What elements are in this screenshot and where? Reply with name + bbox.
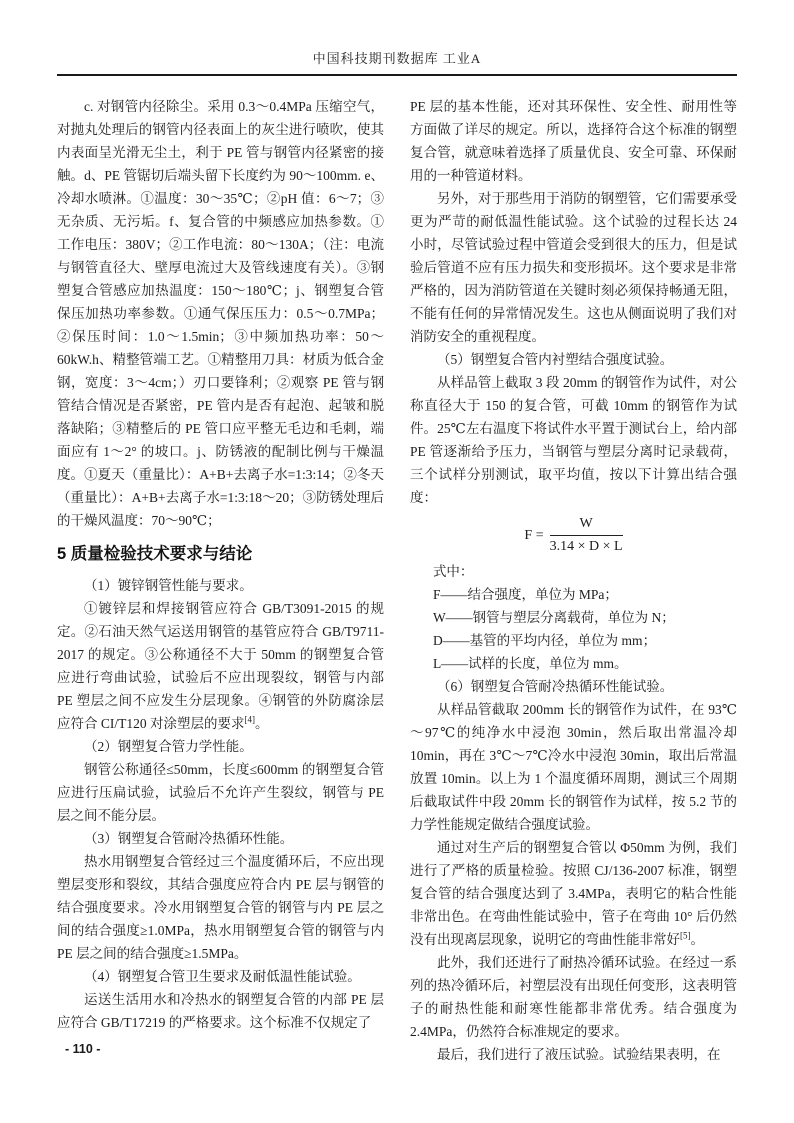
paragraph: c. 对钢管内径除尘。采用 0.3～0.4MPa 压缩空气，对抛丸处理后的钢管内径表面上的灰尘进行喷吹，使其内表面呈光滑无尘土，利于 PE 管与钢管内径紧密的接触。d、PE 管锯切后端头留下长度约为 90～100mm. e、冷却水喷淋。①温度：30～35℃；②pH 值：6～7；③无杂质、无污垢。f、复合管的中频感应加热参数。①工作电压：380V；②工作电流：80～130A；（注：电流与钢管直径大、壁厚电流过大及管线速度有关）。③钢塑复合管感应加热温度：150～180℃；j、钢塑复合管保压加热功率参数。①通气保压压力：0.5～0.7MPa；②保压时间：1.0～1.5min；③中频加热功率：50～60kW.h、精整管端工艺。①精整用刀具：材质为低合金钢，宽度：3～4cm；）刃口要锋利；②观察 PE 管与钢管结合情况是否紧密，PE 管内是否有起泡、起皱和脱落缺陷；③精整后的 PE 管口应平整无毛边和毛刺，端面应有 1～2° 的坡口。j、防锈液的配制比例与干燥温度。①夏天（重量比）：A+B+去离子水=1:3:14；②冬天（重量比）：A+B+去离子水=1:3:18～20；③防锈处理后的干燥风温度：70～90℃； [57, 99, 384, 528]
paragraph: （2）钢塑复合管力学性能。 [84, 739, 253, 754]
paragraph: （3）钢塑复合管耐冷热循环性能。 [84, 831, 294, 846]
paragraph: 从样品管截取 200mm 长的钢管作为试件，在 93℃～97℃的纯净水中浸泡 30min，然后取出常温冷却 10min，再在 3℃～7℃冷水中浸泡 30min，取出后常温放置 10min。以上为 1 个温度循环周期，测试三个周期后截取试件中段 20mm 长的钢管作为试样，按 5.2 节的力学性能规定做结合强度试验。 [410, 702, 737, 832]
formula-denominator: 3.14 × D × L [549, 539, 623, 554]
formula-numerator: W [550, 515, 623, 536]
paragraph: （4）钢塑复合管卫生要求及耐低温性能试验。 [84, 969, 361, 984]
paragraph: 式中： [432, 564, 474, 579]
paragraph: （5）钢塑复合管内衬塑结合强度试验。 [437, 352, 674, 367]
section-heading: 5 质量检验技术要求与结论 [57, 545, 253, 563]
paragraph: 另外，对于那些用于消防的钢塑管，它们需要承受更为严苛的耐低温性能试验。这个试验的过程长达 24 小时，尽管试验过程中管道会受到很大的压力，但是试验后管道不应有压力损失和变形损坏。这个要求是非常严格的，因为消防管道在关键时刻必须保持畅通无阻，不能有任何的异常情况发生。这也从侧面说明了我们对消防安全的重视程度。 [410, 191, 737, 344]
paragraph: 此外，我们还进行了耐热冷循环试验。在经过一系列的热冷循环后，衬塑层没有出现任何变形，这表明管子的耐热性能和耐寒性能都非常优秀。结合强度为 2.4MPa，仍然符合标准规定的要求。 [410, 955, 737, 1039]
paragraph [410, 836, 737, 951]
formula-bond-strength [410, 515, 737, 556]
paragraph-text: ①镀锌层和焊接钢管应符合 GB/T3091-2015 的规定。②石油天然气运送用钢管的基管应符合 GB/T9711-2017 的规定。③公称通径不大于 50mm 的钢塑复合管应进行弯曲试验，试验后不应出现裂纹，钢管与内部 PE 塑层之间不应发生分层现象。④钢管的外防腐涂层应符合 CI/T120 对涂塑层的要求 [57, 601, 384, 731]
paragraph: 钢管公称通径≤50mm，长度≤600mm 的钢塑复合管应进行压扁试验，试验后不允许产生裂纹，钢管与 PE 层之间不能分层。 [57, 762, 384, 823]
page-number: - 110 - [65, 1042, 101, 1056]
header-divider [57, 74, 737, 76]
paragraph: 从样品管上截取 3 段 20mm 的钢管作为试件，对公称直径大于 150 的复合管，可截 10mm 的钢管作为试件。25℃左右温度下将试件水平置于测试台上，给内部 PE 管逐渐给予压力，当钢管与塑层分离时记录载荷，三个试样分别测试，取平均值，按以下计算出结合强度： [410, 375, 737, 505]
formula-term-definition: D——基管的平均内径，单位为 mm； [432, 633, 657, 648]
left-column [57, 95, 384, 1066]
paragraph: （1）镀锌钢管性能与要求。 [84, 578, 253, 593]
formula-term-definition: F——结合强度，单位为 MPa； [432, 587, 618, 602]
paragraph: PE 层的基本性能，还对其环保性、安全性、耐用性等方面做了详尽的规定。所以，选择符合这个标准的钢塑复合管，就意味着选择了质量优良、安全可靠、环保耐用的一种管道材料。 [410, 99, 737, 183]
paragraph-text: 。 [255, 716, 269, 731]
formula-term-definition: W——钢管与塑层分离载荷，单位为 N； [432, 610, 675, 625]
paragraph: 热水用钢塑复合管经过三个温度循环后，不应出现塑层变形和裂纹，其结合强度应符合内 PE 层与钢管的结合强度要求。冷水用钢塑复合管的钢管与内 PE 层之间的结合强度≥1.0MPa，热水用钢塑复合管的钢管与内 PE 层之间的结合强度≥1.5MPa。 [57, 854, 384, 961]
paragraph-text: 。 [690, 932, 704, 947]
journal-header-title: 中国科技期刊数据库 工业A [312, 51, 482, 66]
paragraph: 最后，我们进行了液压试验。试验结果表明，在 [437, 1047, 721, 1062]
paragraph-text: 通过对生产后的钢塑复合管以 Φ50mm 为例，我们进行了严格的质量检验。按照 CJ/136-2007 标准，钢塑复合管的结合强度达到了 3.4MPa，表明它的粘合性能非常出色。在弯曲性能试验中，管子在弯曲 10° 后仍然没有出现离层现象，说明它的弯曲性能非常好 [410, 840, 737, 947]
page-content [57, 95, 737, 1066]
paragraph: （6）钢塑复合管耐冷热循环性能试验。 [437, 679, 674, 694]
formula-fraction [550, 515, 623, 556]
paragraph: 运送生活用水和冷热水的钢塑复合管的内部 PE 层应符合 GB/T17219 的严格要求。这个标准不仅规定了 [57, 992, 384, 1030]
formula-lhs: F = [524, 527, 544, 543]
right-column [410, 95, 737, 1066]
citation-ref: [4] [244, 714, 255, 725]
paragraph [57, 597, 384, 735]
formula-term-definition: L——试样的长度，单位为 mm。 [432, 656, 628, 671]
citation-ref: [5] [680, 930, 691, 941]
